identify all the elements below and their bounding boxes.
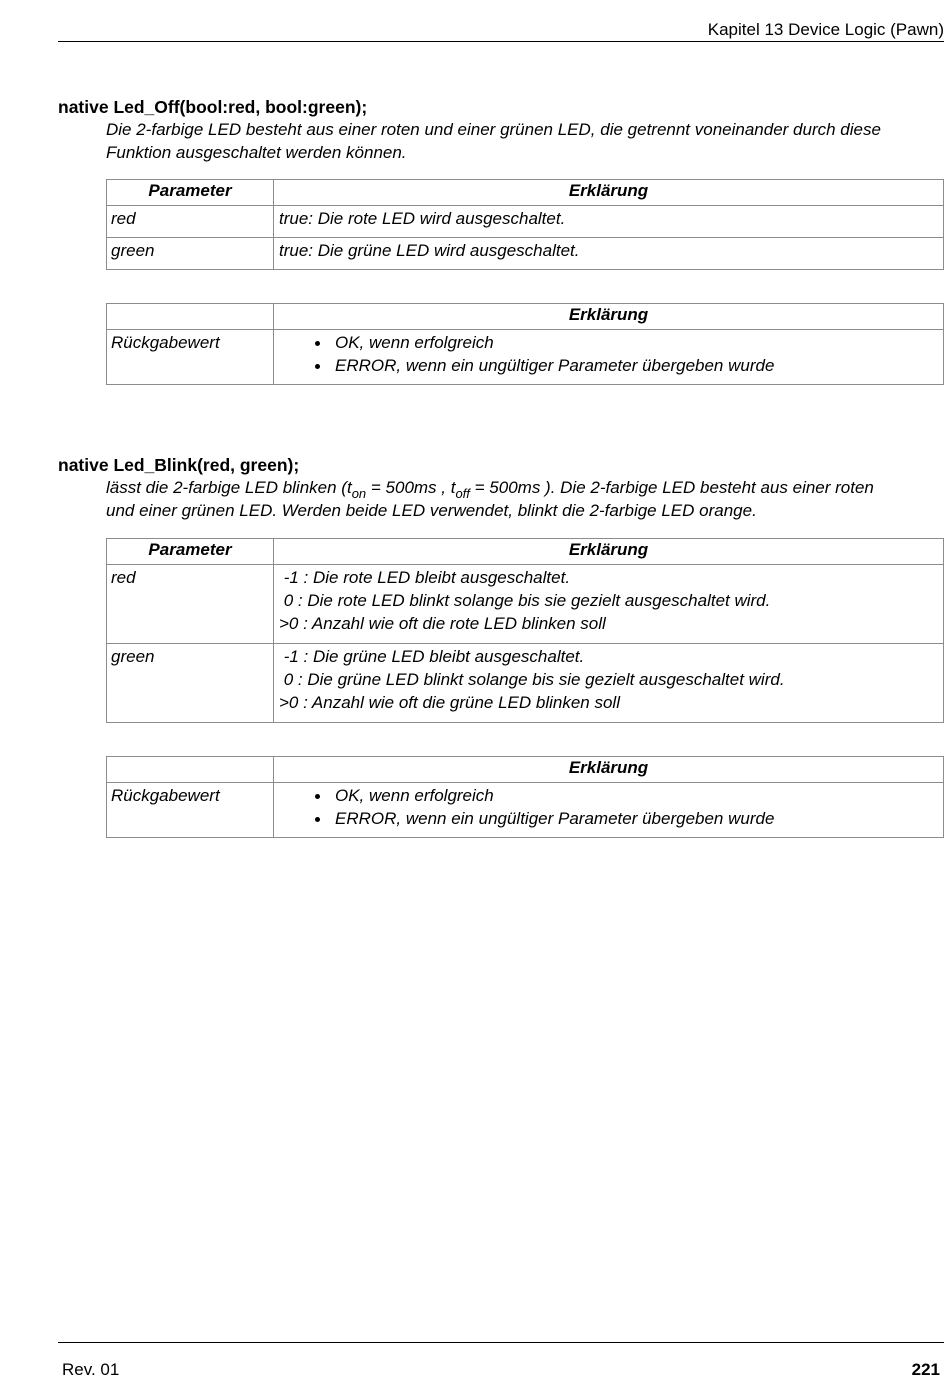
- led-blink-parameter-table: [106, 538, 944, 723]
- table-row: [107, 565, 944, 644]
- column-header-parameter: Parameter: [107, 180, 274, 206]
- column-header-erklaerung: Erklärung: [274, 304, 944, 330]
- table-row: [107, 330, 944, 385]
- column-header-empty: [107, 304, 274, 330]
- page-footer: [58, 1342, 944, 1379]
- led-blink-return-table: [106, 756, 944, 838]
- subscript-on: on: [351, 486, 367, 501]
- revision-label: Rev. 01: [62, 1360, 120, 1379]
- param-name: red: [111, 568, 136, 587]
- led-off-description-line: Die 2-farbige LED besteht aus einer roten und einer grünen LED, die getrennt voneinander durch diese: [106, 120, 881, 139]
- return-value-list: [278, 784, 939, 830]
- param-explanation-line: 0 : Die grüne LED blinkt solange bis sie gezielt ausgeschaltet wird.: [279, 670, 785, 689]
- page-number: 221: [911, 1360, 940, 1379]
- description-text: = 500ms , t: [366, 478, 456, 497]
- param-explanation-line: -1 : Die rote LED bleibt ausgeschaltet.: [279, 568, 571, 587]
- param-explanation-line: 0 : Die rote LED blinkt solange bis sie gezielt ausgeschaltet wird.: [279, 591, 771, 610]
- column-header-empty: [107, 757, 274, 783]
- list-item: OK, wenn erfolgreich: [311, 331, 939, 354]
- led-off-section: [58, 96, 944, 164]
- led-blink-signature: native Led_Blink(red, green);: [58, 455, 300, 475]
- table-row: [107, 238, 944, 270]
- subscript-off: off: [455, 486, 470, 501]
- description-text: lässt die 2-farbige LED blinken (t: [106, 478, 352, 497]
- table-row: [107, 644, 944, 723]
- led-off-parameter-table: [106, 179, 944, 270]
- column-header-erklaerung: Erklärung: [274, 757, 944, 783]
- param-explanation-line: -1 : Die grüne LED bleibt ausgeschaltet.: [279, 647, 585, 666]
- return-label: Rückgabewert: [111, 786, 220, 805]
- led-blink-description: [106, 476, 944, 522]
- return-label: Rückgabewert: [111, 333, 220, 352]
- param-explanation: true: Die grüne LED wird ausgeschaltet.: [279, 241, 580, 260]
- param-name: red: [111, 209, 136, 228]
- description-text: = 500ms ). Die 2-farbige LED besteht aus einer roten: [469, 478, 874, 497]
- param-explanation-line: >0 : Anzahl wie oft die grüne LED blinken soll: [279, 693, 620, 712]
- led-blink-description-line: [106, 476, 944, 499]
- page-header: [58, 18, 944, 42]
- column-header-parameter: Parameter: [107, 539, 274, 565]
- led-off-description-line: Funktion ausgeschaltet werden können.: [106, 143, 407, 162]
- led-blink-section: [58, 454, 944, 522]
- param-name: green: [111, 241, 155, 260]
- led-blink-description-line: und einer grünen LED. Werden beide LED verwendet, blinkt die 2-farbige LED orange.: [106, 501, 757, 520]
- list-item: ERROR, wenn ein ungültiger Parameter übergeben wurde: [311, 807, 939, 830]
- column-header-erklaerung: Erklärung: [274, 180, 944, 206]
- return-value-list: [278, 331, 939, 377]
- table-row: [107, 783, 944, 838]
- chapter-title: Kapitel 13 Device Logic (Pawn): [707, 20, 944, 39]
- led-off-signature: native Led_Off(bool:red, bool:green);: [58, 97, 368, 117]
- param-explanation: true: Die rote LED wird ausgeschaltet.: [279, 209, 566, 228]
- list-item: ERROR, wenn ein ungültiger Parameter übergeben wurde: [311, 354, 939, 377]
- column-header-erklaerung: Erklärung: [274, 539, 944, 565]
- led-off-return-table: [106, 303, 944, 385]
- led-off-description: [106, 118, 944, 164]
- table-row: [107, 206, 944, 238]
- param-explanation-line: >0 : Anzahl wie oft die rote LED blinken soll: [279, 614, 606, 633]
- list-item: OK, wenn erfolgreich: [311, 784, 939, 807]
- param-name: green: [111, 647, 155, 666]
